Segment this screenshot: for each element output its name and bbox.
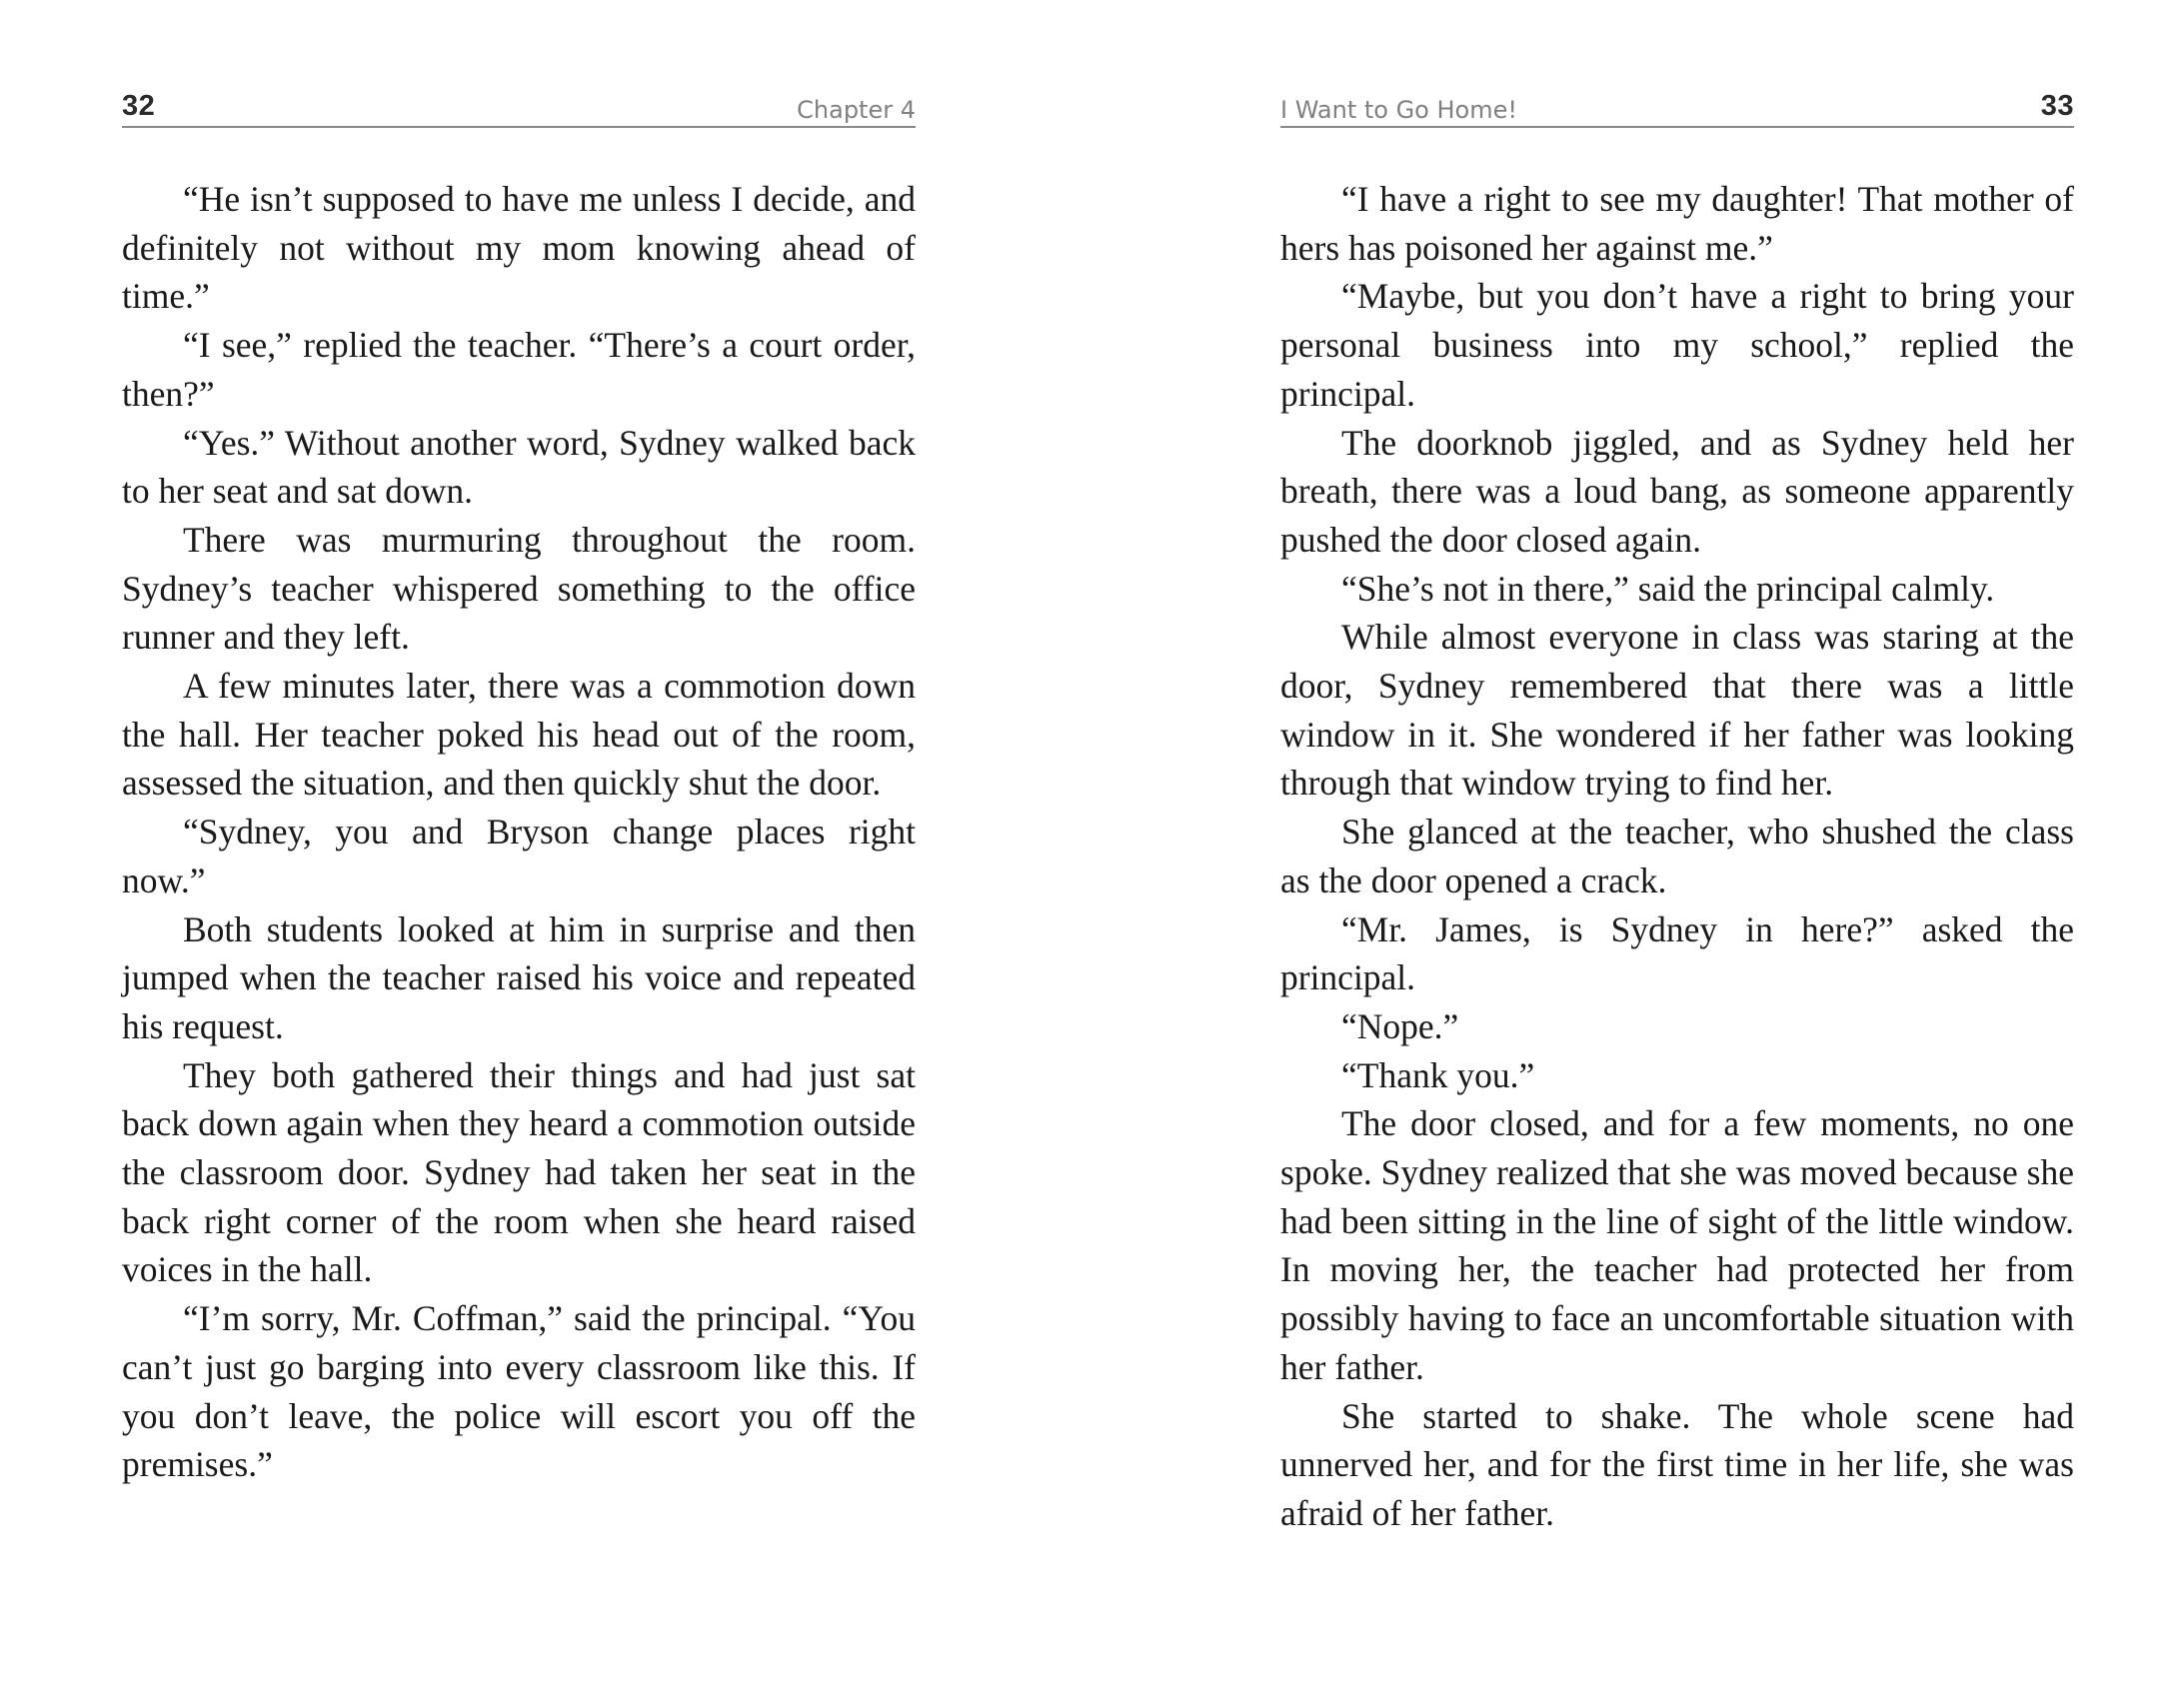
paragraph: “Nope.” xyxy=(1341,1005,1459,1046)
left-page-header xyxy=(122,86,916,128)
page-number-right: 33 xyxy=(2040,90,2074,122)
paragraph: “Sydney, you and Bryson change places right now.” xyxy=(122,812,916,900)
paragraph: She glanced at the teacher, who shushed the class as the door opened a crack. xyxy=(1280,812,2074,900)
paragraph: “Yes.” Without another word, Sydney walked back to her seat and sat down. xyxy=(122,422,916,512)
paragraph: “I have a right to see my daughter! That mother of hers has poisoned her against me.” xyxy=(1280,179,2074,268)
paragraph: “He isn’t supposed to have me unless I decide, and definitely not without my mom knowing ahead of time.” xyxy=(122,179,916,317)
paragraph: “Mr. James, is Sydney in here?” asked the principal. xyxy=(1280,908,2074,998)
paragraph: She started to shake. The whole scene had unnerved her, and for the first time in her life, she was afraid of her father. xyxy=(1280,1395,2074,1533)
paragraph: “Maybe, but you don’t have a right to bring your personal business into my school,” replied the principal. xyxy=(1280,276,2074,414)
paragraph: The doorknob jiggled, and as Sydney held her breath, there was a loud bang, as someone apparently pushed the door closed again. xyxy=(1280,422,2074,560)
paragraph: While almost everyone in class was staring at the door, Sydney remembered that there was a little window in it. She wondered if her father was looking through that window trying to find her. xyxy=(1280,617,2074,804)
right-page-header xyxy=(1280,86,2074,128)
paragraph: Both students looked at him in surprise and then jumped when the teacher raised his voice and repeated his request. xyxy=(122,908,916,1046)
paragraph: There was murmuring throughout the room. Sydney’s teacher whispered something to the office runner and they left. xyxy=(122,519,916,658)
right-page xyxy=(1092,0,2183,1699)
paragraph: “Thank you.” xyxy=(1341,1054,1535,1095)
right-page-body xyxy=(1280,175,2074,1538)
paragraph: A few minutes later, there was a commotion down the hall. Her teacher poked his head out of the room, assessed the situation, and then quickly shut the door. xyxy=(122,666,916,804)
paragraph: They both gathered their things and had just sat back down again when they heard a commotion outside the classroom door. Sydney had taken her seat in the back right corner of the room when she heard raised voices in the hall. xyxy=(122,1054,916,1290)
paragraph: The door closed, and for a few moments, no one spoke. Sydney realized that she was moved because she had been sitting in the line of sight of the little window. In moving her, the teacher had protected her from possibly having to face an uncomfortable situation with her father. xyxy=(1280,1103,2074,1387)
paragraph: “I see,” replied the teacher. “There’s a court order, then?” xyxy=(122,325,916,414)
paragraph: “She’s not in there,” said the principal calmly. xyxy=(1341,568,1995,609)
page-number-left: 32 xyxy=(122,90,156,122)
left-page-body xyxy=(122,175,916,1489)
paragraph: “I’m sorry, Mr. Coffman,” said the principal. “You can’t just go barging into every classroom like this. If you don’t leave, the police will escort you off the premises.” xyxy=(122,1298,916,1485)
chapter-running-head: Chapter 4 xyxy=(797,96,916,124)
title-running-head: I Want to Go Home! xyxy=(1280,96,1517,124)
